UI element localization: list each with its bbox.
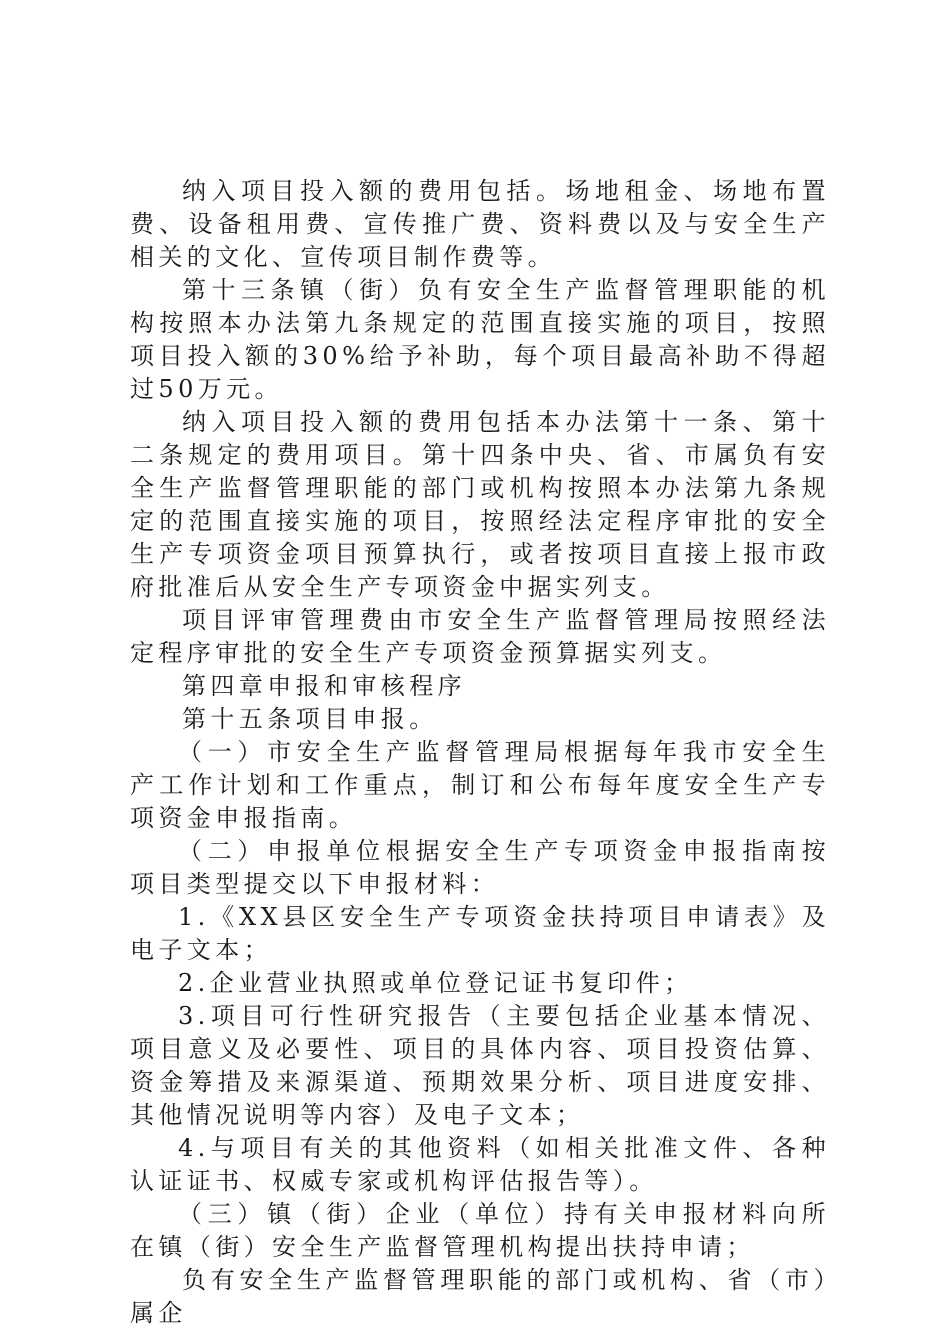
paragraph-item-1: （一）市安全生产监督管理局根据每年我市安全生产工作计划和工作重点，制订和公布每年度安全生产专项资金申报指南。 xyxy=(130,738,830,832)
document-body xyxy=(130,175,830,1330)
paragraph-3: 纳入项目投入额的费用包括本办法第十一条、第十二条规定的费用项目。第十四条中央、省、市属负有安全生产监督管理职能的部门或机构按照本办法第九条规定的范围直接实施的项目，按照经法定程序审批的安全生产专项资金项目预算执行，或者按项目直接上报市政府批准后从安全生产专项资金中据实列支。 xyxy=(130,408,830,601)
list-item-4: 4.与项目有关的其他资料（如相关批准文件、各种认证证书、权威专家或机构评估报告等）。 xyxy=(130,1134,830,1195)
chapter-heading: 第四章申报和审核程序 xyxy=(182,672,466,700)
paragraph-item-3: （三）镇（街）企业（单位）持有关申报材料向所在镇（街）安全生产监督管理机构提出扶持申请； xyxy=(130,1200,830,1261)
paragraph-last: 负有安全生产监督管理职能的部门或机构、省（市）属企 xyxy=(130,1266,830,1327)
article-heading: 第十五条项目申报。 xyxy=(182,705,438,733)
paragraph-2: 第十三条镇（街）负有安全生产监督管理职能的机构按照本办法第九条规定的范围直接实施的项目，按照项目投入额的30%给予补助，每个项目最高补助不得超过50万元。 xyxy=(130,276,830,403)
paragraph-1: 纳入项目投入额的费用包括。场地租金、场地布置费、设备租用费、宣传推广费、资料费以及与安全生产相关的文化、宣传项目制作费等。 xyxy=(130,177,830,271)
paragraph-item-2: （二）申报单位根据安全生产专项资金申报指南按项目类型提交以下申报材料： xyxy=(130,837,830,898)
paragraph-4: 项目评审管理费由市安全生产监督管理局按照经法定程序审批的安全生产专项资金预算据实列支。 xyxy=(130,606,830,667)
list-item-1: 1.《XX县区安全生产专项资金扶持项目申请表》及电子文本； xyxy=(130,903,830,964)
list-item-3: 3.项目可行性研究报告（主要包括企业基本情况、项目意义及必要性、项目的具体内容、项目投资估算、资金筹措及来源渠道、预期效果分析、项目进度安排、其他情况说明等内容）及电子文本； xyxy=(130,1002,830,1129)
list-item-2: 2.企业营业执照或单位登记证书复印件； xyxy=(178,969,693,997)
